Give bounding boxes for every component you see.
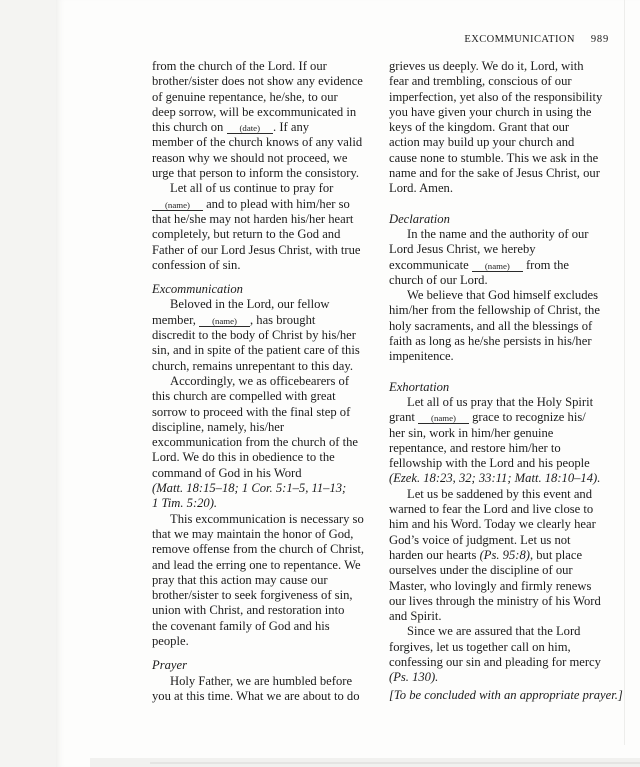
text-line — [152, 496, 380, 511]
text-line: brother/sister does not show any evidence — [152, 74, 363, 89]
text-line: sin, and in spite of the patient care of this — [152, 343, 360, 358]
text-line: discredit to the body of Christ by his/her — [152, 328, 356, 343]
scripture-reference: 1 Tim. 5:20). — [152, 496, 218, 511]
text-line: grieves us deeply. We do it, Lord, with — [389, 59, 584, 73]
text-line: Father of our Lord Jesus Christ, with true — [152, 242, 361, 257]
blank-fill-in-field: (date) — [227, 123, 274, 134]
blank-fill-in-field: (name) — [418, 413, 469, 424]
text-line: Lord Jesus Christ, we hereby — [389, 242, 536, 257]
text-line: and lead the erring one to repentance. We — [152, 557, 361, 572]
text-line: this church on (date) . If any — [152, 120, 310, 135]
text-line: name and for the sake of Jesus Christ, our — [389, 166, 600, 181]
text-line: Master, who lovingly and firmly renews — [389, 578, 592, 593]
text-line: In the name and the authority of our — [407, 226, 589, 241]
text-line: that we may maintain the honor of God, — [152, 526, 354, 541]
blank-fill-in-field: (name) — [472, 261, 523, 272]
text-line: impenitence. — [389, 349, 454, 364]
text-line: member of the church knows of any valid — [152, 135, 363, 150]
text-line: completely, but return to the God and — [152, 227, 341, 242]
text-line — [389, 471, 622, 486]
text-line: holy sacraments, and all the blessings of — [389, 318, 593, 333]
text-line: remove offense from the church of Christ, — [152, 542, 365, 557]
paragraph — [152, 512, 380, 650]
text-line: her sin, work in him/her genuine — [389, 425, 554, 440]
text-line: people. — [152, 633, 189, 648]
text-line: command of God in his Word — [152, 465, 302, 480]
text-line: keys of the kingdom. Grant that our — [389, 120, 570, 135]
closing-note — [389, 688, 622, 703]
text-line: from the church of the Lord. If our — [152, 59, 327, 73]
right-column — [389, 59, 622, 703]
text-line: fear and trembling, conscious of our — [389, 74, 572, 89]
text-line: him and his Word. Today we clearly hear — [389, 517, 596, 532]
text-line: action may build up your church and — [389, 135, 575, 150]
text-line: We believe that God himself excludes — [407, 288, 598, 303]
section-heading: Excommunication — [152, 282, 243, 297]
text-line: discipline, namely, his/her — [152, 419, 285, 434]
paragraph — [152, 59, 380, 181]
text-line: [To be concluded with an appropriate prayer.] — [389, 687, 623, 702]
text-line: Lord. Amen. — [389, 181, 454, 196]
paragraph — [152, 181, 380, 273]
page-right-edge — [624, 0, 625, 745]
text-line: cause none to stumble. This we ask in the — [389, 150, 599, 165]
scripture-reference: (Ezek. 18:23, 32; 33:11; Matt. 18:10–14). — [389, 471, 601, 486]
text-line: this church are compelled with great — [152, 389, 336, 404]
text-line: Let all of us pray that the Holy Spirit — [407, 394, 594, 409]
text-line: imperfection, yet also of the responsibility — [389, 89, 603, 104]
text-line: deep sorrow, will be excommunicated in — [152, 104, 357, 119]
text-line: church, remains unrepentant to this day. — [152, 358, 353, 373]
text-line: Let us be saddened by this event and — [407, 486, 593, 501]
text-line: sorrow to proceed with the final step of — [152, 404, 351, 419]
text-line: confessing our sin and pleading for mercy — [389, 654, 601, 669]
text-line: urge that person to inform the consistory. — [152, 166, 360, 181]
text-line: excommunicate (name) from the — [389, 257, 569, 272]
text-line: of genuine repentance, he/she, to our — [152, 89, 338, 104]
text-line: forgives, let us together call on him, — [389, 639, 571, 654]
paragraph — [389, 395, 622, 487]
text-line: the covenant family of God and his — [152, 618, 330, 633]
scripture-reference: (Ps. 95:8) — [479, 547, 530, 562]
paragraph — [152, 674, 380, 705]
page-number: 989 — [590, 34, 609, 45]
text-line: God’s voice of judgment. Let us not — [389, 532, 571, 547]
text-line: you have given your church in using the — [389, 104, 592, 119]
text-line: Since we are assured that the Lord — [407, 624, 581, 639]
page-content — [152, 34, 622, 704]
blank-fill-in-field: (name) — [199, 316, 250, 327]
section-heading: Prayer — [152, 658, 187, 673]
running-header-title: EXCOMMUNICATION — [464, 34, 575, 45]
text-line: member, (name) , has brought — [152, 312, 316, 327]
text-line: faith as long as he/she persists in his/her — [389, 334, 592, 349]
text-line: confession of sin. — [152, 257, 241, 272]
text-line — [152, 481, 380, 496]
left-column — [152, 59, 380, 704]
text-line: This excommunication is necessary so — [170, 511, 364, 526]
text-line: (name) and to plead with him/her so — [152, 197, 380, 212]
text-line: fellowship with the Lord and his people — [389, 456, 590, 471]
paragraph — [389, 288, 622, 364]
text-line: you at this time. What we are about to do — [152, 688, 360, 703]
text-line: pray that this action may cause our — [152, 572, 328, 587]
text-line: church of our Lord. — [389, 272, 488, 287]
paragraph — [152, 297, 380, 373]
paragraph — [389, 59, 622, 197]
text-line: harden our hearts (Ps. 95:8), but place — [389, 547, 583, 562]
text-line: that he/she may not harden his/her heart — [152, 211, 354, 226]
text-line: and Spirit. — [389, 609, 442, 624]
text-line: brother/sister to seek forgiveness of sin, — [152, 588, 353, 603]
paragraph — [389, 487, 622, 625]
text-line: grant (name) grace to recognize his/ — [389, 410, 586, 425]
blank-fill-in-field: (name) — [152, 200, 203, 211]
book-page — [56, 0, 640, 767]
two-column-text — [152, 59, 622, 704]
text-line: ourselves under the discipline of our — [389, 563, 573, 578]
text-line: reason why we should not proceed, we — [152, 150, 348, 165]
text-line: Accordingly, we as officebearers of — [170, 373, 350, 388]
text-line: excommunication from the church of the — [152, 435, 358, 450]
text-line: Let all of us continue to pray for — [170, 181, 334, 196]
text-line: repentance, and restore him/her to — [389, 440, 561, 455]
page-bottom-shadow — [150, 762, 640, 764]
paragraph — [152, 374, 380, 512]
text-line: our lives through the ministry of his Word — [389, 593, 601, 608]
section-heading: Declaration — [389, 211, 450, 226]
section-heading: Exhortation — [389, 379, 450, 394]
text-line: Beloved in the Lord, our fellow — [170, 297, 330, 312]
text-line: union with Christ, and restoration into — [152, 603, 345, 618]
running-header — [152, 34, 622, 45]
text-line: Lord. We do this in obedience to the — [152, 450, 335, 465]
scripture-reference: (Ps. 130). — [389, 670, 439, 685]
text-line: him/her from the fellowship of Christ, the — [389, 303, 600, 318]
paragraph — [389, 624, 622, 685]
text-line: Holy Father, we are humbled before — [170, 673, 353, 688]
text-line — [389, 670, 622, 685]
paragraph — [389, 227, 622, 288]
scripture-reference: (Matt. 18:15–18; 1 Cor. 5:1–5, 11–13; — [152, 481, 347, 496]
text-line: warned to fear the Lord and live close to — [389, 502, 594, 517]
